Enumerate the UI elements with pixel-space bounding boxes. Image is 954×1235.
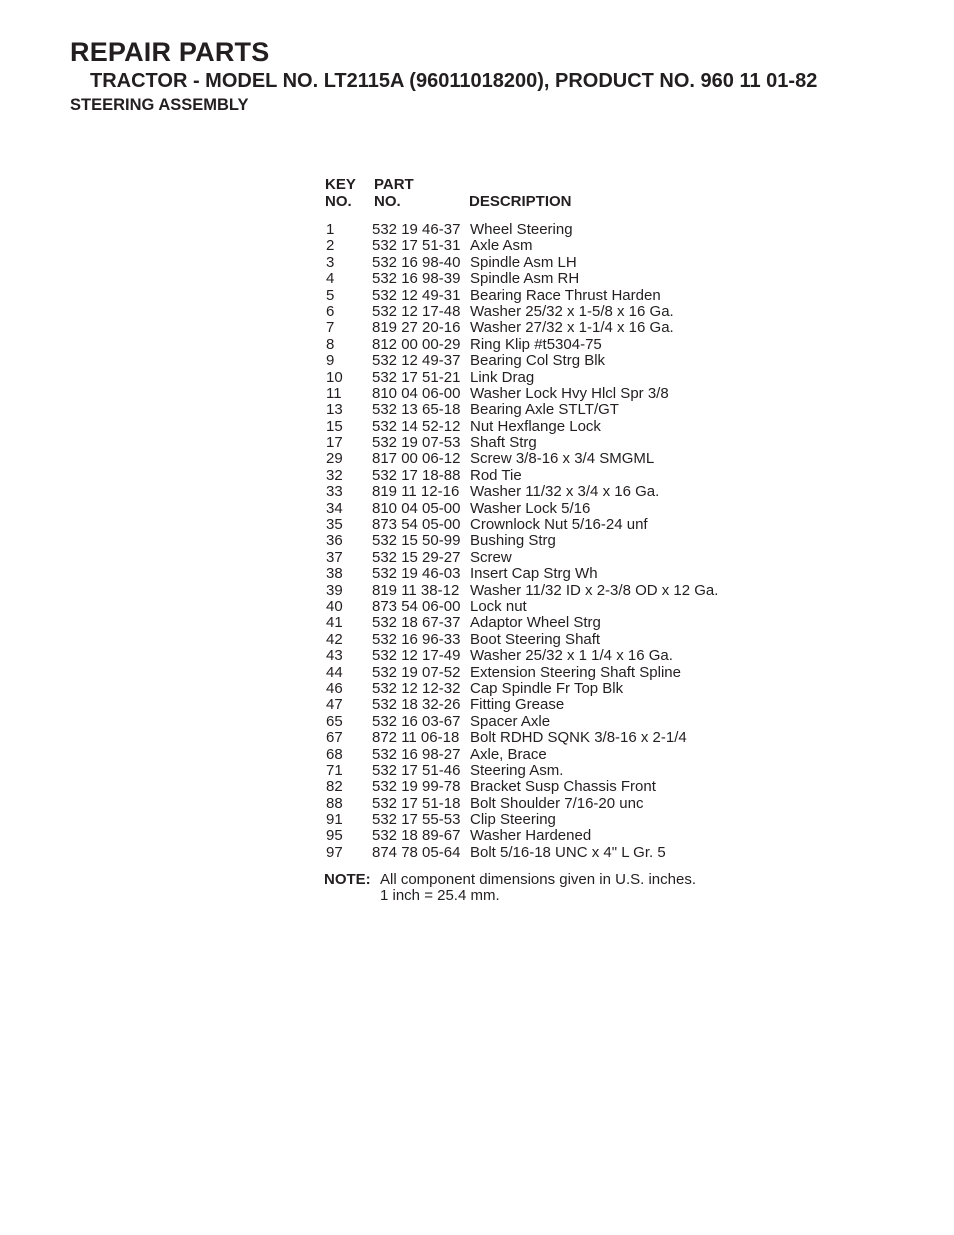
part-no: 532 17 51-46	[372, 761, 461, 779]
key-no: 10	[326, 368, 343, 386]
key-no: 95	[326, 827, 343, 845]
description: Steering Asm.	[470, 761, 564, 779]
description: Bolt RDHD SQNK 3/8-16 x 2-1/4	[470, 729, 687, 747]
key-no: 13	[326, 401, 343, 419]
header-key-line1: KEY	[325, 176, 356, 193]
part-no: 532 12 49-31	[372, 286, 461, 304]
key-no: 29	[326, 450, 343, 468]
note-label: NOTE:	[324, 871, 371, 888]
key-no: 9	[326, 352, 335, 370]
part-no: 873 54 06-00	[372, 597, 461, 615]
part-no: 532 19 99-78	[372, 778, 461, 796]
key-no: 4	[326, 270, 335, 288]
description: Screw 3/8-16 x 3/4 SMGML	[470, 450, 655, 468]
part-no: 532 19 46-03	[372, 565, 461, 583]
key-no: 36	[326, 532, 343, 550]
part-no: 532 12 17-48	[372, 302, 461, 320]
part-no: 532 19 46-37	[372, 221, 461, 238]
key-no: 2	[326, 237, 335, 255]
key-no: 65	[326, 712, 343, 730]
description: Wheel Steering	[470, 221, 573, 238]
part-no: 532 15 50-99	[372, 532, 461, 550]
key-no: 7	[326, 319, 335, 337]
part-no: 532 12 49-37	[372, 352, 461, 370]
description: Clip Steering	[470, 811, 556, 829]
description: Axle Asm	[470, 237, 533, 255]
part-no: 532 18 89-67	[372, 827, 461, 845]
part-no: 532 16 98-39	[372, 270, 461, 288]
key-no: 39	[326, 581, 343, 599]
description: Screw	[470, 548, 512, 566]
key-no: 5	[326, 286, 335, 304]
description: Bearing Race Thrust Harden	[470, 286, 661, 304]
part-no: 817 00 06-12	[372, 450, 461, 468]
key-no: 38	[326, 565, 343, 583]
key-no: 88	[326, 794, 343, 812]
description: Adaptor Wheel Strg	[470, 614, 601, 632]
part-no: 873 54 05-00	[372, 516, 461, 534]
description: Washer Lock 5/16	[470, 499, 591, 517]
part-no: 532 14 52-12	[372, 417, 461, 435]
page-subtitle: TRACTOR - MODEL NO. LT2115A (96011018200), PRODUCT NO. 960 11 01-82	[90, 70, 818, 92]
key-no: 68	[326, 745, 343, 763]
description: Axle, Brace	[470, 745, 547, 763]
part-no: 532 17 51-31	[372, 237, 461, 255]
description: Fitting Grease	[470, 696, 565, 714]
description: Lock nut	[470, 597, 527, 615]
description: Washer 25/32 x 1-5/8 x 16 Ga.	[470, 302, 674, 320]
description: Washer 27/32 x 1-1/4 x 16 Ga.	[470, 319, 674, 337]
part-no: 874 78 05-64	[372, 843, 461, 861]
description: Washer Lock Hvy Hlcl Spr 3/8	[470, 384, 669, 402]
key-no: 42	[326, 630, 343, 648]
header-part-line2: NO.	[374, 193, 401, 210]
part-no: 532 17 51-18	[372, 794, 461, 812]
description: Link Drag	[470, 368, 535, 386]
description: Rod Tie	[470, 466, 522, 484]
description: Insert Cap Strg Wh	[470, 565, 598, 583]
key-no: 67	[326, 729, 343, 747]
note-line-2: 1 inch = 25.4 mm.	[380, 887, 500, 904]
key-no: 43	[326, 647, 343, 665]
description: Washer 11/32 ID x 2-3/8 OD x 12 Ga.	[470, 581, 719, 599]
key-no: 34	[326, 499, 343, 517]
key-no: 33	[326, 483, 343, 501]
section-title: STEERING ASSEMBLY	[70, 96, 249, 114]
part-no: 532 13 65-18	[372, 401, 461, 419]
key-no: 91	[326, 811, 343, 829]
key-no: 32	[326, 466, 343, 484]
header-part-line1: PART	[374, 176, 414, 193]
key-no: 35	[326, 516, 343, 534]
part-no: 532 19 07-52	[372, 663, 461, 681]
part-no: 532 12 12-32	[372, 679, 461, 697]
header-key-line2: NO.	[325, 193, 352, 210]
description: Bearing Col Strg Blk	[470, 352, 606, 370]
description: Bolt Shoulder 7/16-20 unc	[470, 794, 644, 812]
description: Spindle Asm LH	[470, 253, 577, 271]
part-no: 532 18 32-26	[372, 696, 461, 714]
part-no: 532 18 67-37	[372, 614, 461, 632]
key-no: 6	[326, 302, 335, 320]
part-no: 532 17 18-88	[372, 466, 461, 484]
part-no: 532 17 51-21	[372, 368, 461, 386]
description: Bolt 5/16-18 UNC x 4" L Gr. 5	[470, 843, 666, 861]
part-no: 532 16 96-33	[372, 630, 461, 648]
part-no: 532 15 29-27	[372, 548, 461, 566]
key-no: 44	[326, 663, 343, 681]
part-no: 872 11 06-18	[372, 729, 460, 747]
key-no: 8	[326, 335, 335, 353]
part-no: 810 04 06-00	[372, 384, 461, 402]
description: Cap Spindle Fr Top Blk	[470, 679, 624, 697]
part-no: 532 17 55-53	[372, 811, 461, 829]
key-no: 17	[326, 434, 343, 452]
part-no: 819 11 38-12	[372, 581, 460, 599]
part-no: 532 16 98-27	[372, 745, 461, 763]
description: Boot Steering Shaft	[470, 630, 601, 648]
key-no: 46	[326, 679, 343, 697]
part-no: 532 12 17-49	[372, 647, 461, 665]
description: Shaft Strg	[470, 434, 537, 452]
key-no: 11	[326, 384, 342, 402]
description: Washer Hardened	[470, 827, 592, 845]
key-no: 40	[326, 597, 343, 615]
note-line-1: All component dimensions given in U.S. inches.	[380, 871, 696, 888]
part-no: 819 27 20-16	[372, 319, 461, 337]
header-description: DESCRIPTION	[469, 193, 572, 210]
key-no: 15	[326, 417, 343, 435]
part-no: 810 04 05-00	[372, 499, 461, 517]
description: Spindle Asm RH	[470, 270, 580, 288]
description: Bearing Axle STLT/GT	[470, 401, 619, 419]
description: Bushing Strg	[470, 532, 556, 550]
key-no: 71	[326, 761, 343, 779]
description: Ring Klip #t5304-75	[470, 335, 602, 353]
description: Washer 11/32 x 3/4 x 16 Ga.	[470, 483, 660, 501]
key-no: 97	[326, 843, 343, 861]
key-no: 1	[326, 221, 335, 238]
key-no: 3	[326, 253, 335, 271]
part-no: 532 16 98-40	[372, 253, 461, 271]
part-no: 532 16 03-67	[372, 712, 461, 730]
description: Spacer Axle	[470, 712, 551, 730]
key-no: 82	[326, 778, 343, 796]
part-no: 819 11 12-16	[372, 483, 460, 501]
description: Bracket Susp Chassis Front	[470, 778, 656, 796]
part-no: 532 19 07-53	[372, 434, 461, 452]
key-no: 41	[326, 614, 343, 632]
description: Extension Steering Shaft Spline	[470, 663, 681, 681]
key-no: 37	[326, 548, 343, 566]
description: Crownlock Nut 5/16-24 unf	[470, 516, 648, 534]
description: Washer 25/32 x 1 1/4 x 16 Ga.	[470, 647, 673, 665]
description: Nut Hexflange Lock	[470, 417, 601, 435]
key-no: 47	[326, 696, 343, 714]
page-title: REPAIR PARTS	[70, 37, 270, 67]
part-no: 812 00 00-29	[372, 335, 461, 353]
